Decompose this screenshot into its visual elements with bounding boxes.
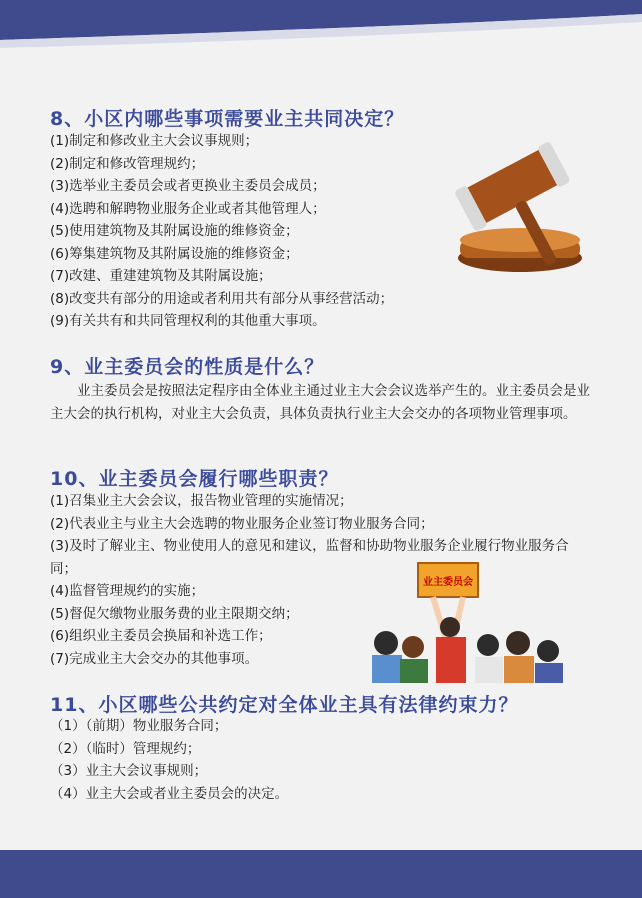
section-8-list [50, 130, 393, 333]
list-item: (4)选聘和解聘物业服务企业或者其他管理人； [50, 200, 326, 217]
list-item: （2）（临时）管理规约； [50, 740, 201, 757]
section-10-title: 10、业主委员会履行哪些职责？ [50, 468, 339, 490]
list-item: （1）（前期）物业服务合同； [50, 718, 228, 734]
list-item: (7)改建、重建建筑物及其附属设施； [50, 268, 272, 284]
list-item: (7)完成业主大会交办的其他事项。 [50, 650, 259, 667]
list-item: (6)筹集建筑物及其附属设施的维修资金； [50, 245, 299, 262]
list-item: (2)制定和修改管理规约； [50, 155, 205, 172]
list-item: (2)代表业主与业主大会选聘的物业服务企业签订物业服务合同； [50, 515, 434, 532]
bottom-decorative-band [0, 850, 642, 898]
gavel-icon [420, 140, 600, 280]
list-item: (8)改变共有部分的用途或者利用共有部分从事经营活动； [50, 290, 394, 307]
crowd-illustration [358, 555, 570, 683]
list-item: (1)制定和修改业主大会议事规则； [50, 133, 259, 149]
list-item: （3）业主大会议事规则； [50, 763, 208, 779]
list-item: (1)召集业主大会会议，报告物业管理的实施情况； [50, 493, 353, 509]
list-item: (4)监督管理规约的实施； [50, 583, 205, 599]
list-item: (3)选举业主委员会或者更换业主委员会成员； [50, 178, 326, 194]
section-11-list [50, 715, 288, 805]
list-item: (5)使用建筑物及其附属设施的维修资金； [50, 223, 299, 239]
crowd-sign-text: 业主委员会 [423, 577, 473, 588]
list-item: (9)有关共有和共同管理权利的其他重大事项。 [50, 313, 326, 329]
list-item: （4）业主大会或者业主委员会的决定。 [50, 785, 289, 802]
section-9-paragraph: 业主委员会是按照法定程序由全体业主通过业主大会会议选举产生的。业主委员会是业主大会的执行机构，对业主大会负责，具体负责执行业主大会交办的各项物业管理事项。 [50, 383, 590, 422]
list-item: (6)组织业主委员会换届和补选工作； [50, 628, 272, 644]
section-11-title: 11、小区哪些公共约定对全体业主具有法律约束力？ [50, 694, 519, 716]
section-8-title: 8、小区内哪些事项需要业主共同决定？ [50, 108, 405, 130]
section-9-title: 9、业主委员会的性质是什么？ [50, 356, 325, 378]
list-item: (3)及时了解业主、物业使用人的意见和建议，监督和协助物业服务企业履行物业服务合同； [50, 538, 569, 577]
list-item: (5)督促欠缴物业服务费的业主限期交纳； [50, 605, 299, 622]
